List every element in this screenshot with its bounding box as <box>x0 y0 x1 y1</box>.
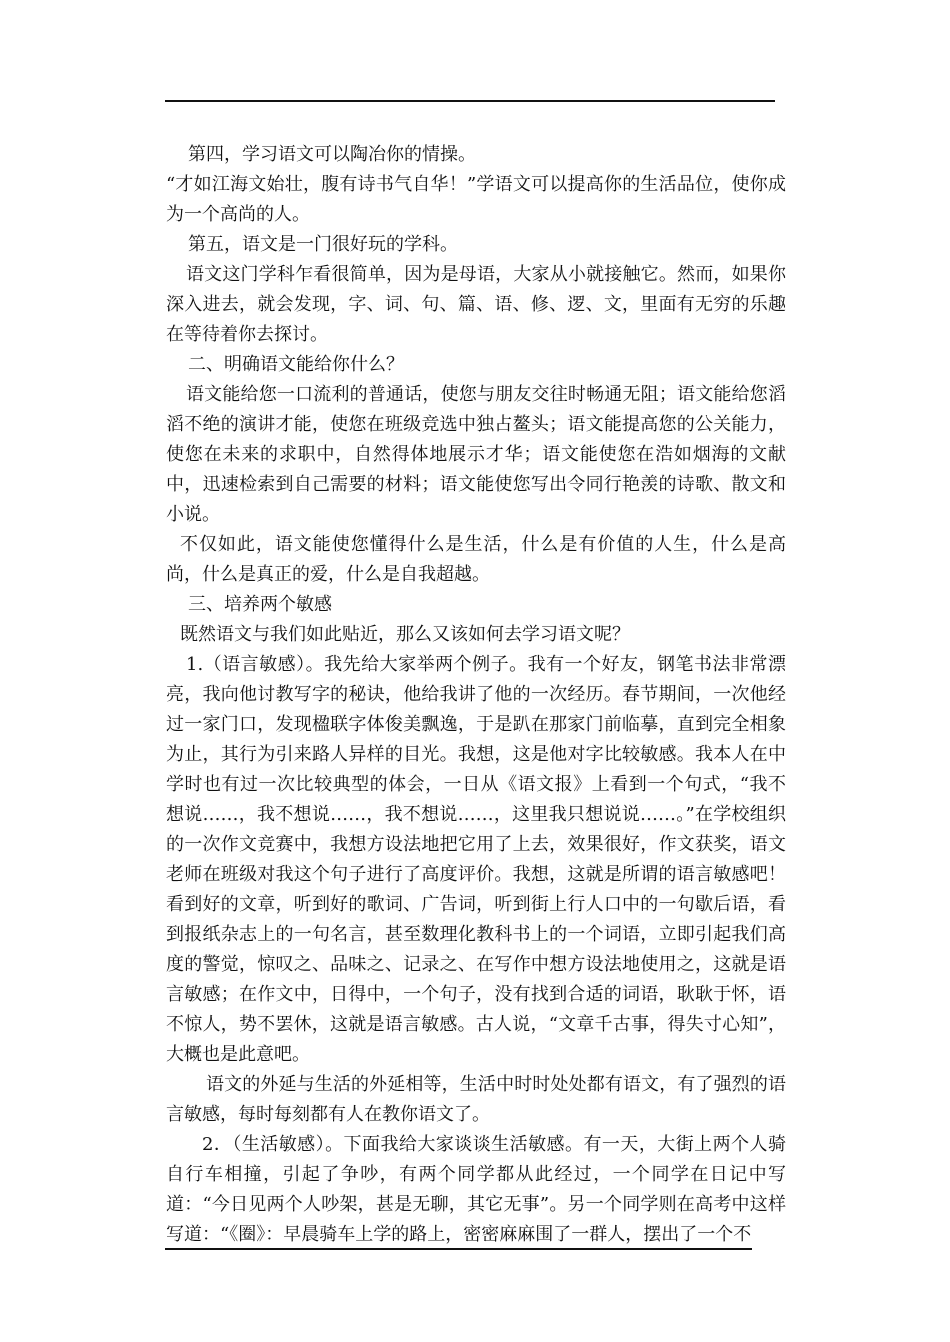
paragraph-what-chinese-gives: 语文能给您一口流利的普通话，使您与朋友交往时畅通无阻；语文能给您滔滔不绝的演讲才能，使您在班级竞选中独占鳌头；语文能提高您的公关能力，使您在未来的求职中，自然得体地展示才华；语文能使您在浩如烟海的文献中，迅速检索到自己需要的材料；语文能使您写出令同行艳羡的诗歌、散文和小说。 <box>166 384 786 525</box>
section-heading-three: 三、培养两个敏感 <box>188 594 332 615</box>
paragraph-not-only: 不仅如此，语文能使您懂得什么是生活，什么是有价值的人生，什么是高尚，什么是真正的爱，什么是自我超越。 <box>166 534 786 585</box>
footer-rule <box>165 1248 752 1250</box>
paragraph-point-five: 第五，语文是一门很好玩的学科。 <box>188 234 458 255</box>
paragraph-quote: “才如江海文始壮，腹有诗书气自华！”学语文可以提高你的生活品位，使你成为一个高尚的人。 <box>166 174 786 225</box>
paragraph-mother-tongue: 语文这门学科乍看很简单，因为是母语，大家从小就接触它。然而，如果你深入进去，就会发现，字、词、句、篇、语、修、逻、文，里面有无穷的乐趣在等待着你去探讨。 <box>166 264 786 345</box>
paragraph-extension: 语文的外延与生活的外延相等，生活中时时处处都有语文，有了强烈的语言敏感，每时每刻都有人在教你语文了。 <box>166 1074 786 1125</box>
paragraph-how-to-learn: 既然语文与我们如此贴近，那么又该如何去学习语文呢？ <box>180 624 630 645</box>
header-rule <box>165 100 775 102</box>
section-heading-two: 二、明确语文能给你什么？ <box>188 354 404 375</box>
paragraph-life-sensitivity: 2．（生活敏感）。下面我给大家谈谈生活敏感。有一天，大街上两个人骑自行车相撞，引起了争吵，有两个同学都从此经过，一个同学在日记中写道：“今日见两个人吵架，甚是无聊，其它无事”。另一个同学则在高考中这样写道：“《圈》：早晨骑车上学的路上，密密麻麻围了一群人，摆出了一个不 <box>166 1134 786 1245</box>
paragraph-point-four: 第四，学习语文可以陶冶你的情操。 <box>188 144 476 165</box>
paragraph-language-sensitivity: 1.（语言敏感）。我先给大家举两个例子。我有一个好友，钢笔书法非常漂亮，我向他讨教写字的秘诀，他给我讲了他的一次经历。春节期间，一次他经过一家门口，发现楹联字体俊美飘逸，于是趴在那家门前临摹，直到完全相象为止，其行为引来路人异样的目光。我想，这是他对字比较敏感。我本人在中学时也有过一次比较典型的体会，一日从《语文报》上看到一个句式，“我不想说……，我不想说……，我不想说……，这里我只想说说……。”在学校组织的一次作文竞赛中，我想方设法地把它用了上去，效果很好，作文获奖，语文老师在班级对我这个句子进行了高度评价。我想，这就是所谓的语言敏感吧！看到好的文章，听到好的歌词、广告词，听到街上行人口中的一句歇后语，看到报纸杂志上的一句名言，甚至数理化教科书上的一个词语，立即引起我们高度的警觉，惊叹之、品味之、记录之、在写作中想方设法地使用之，这就是语言敏感；在作文中，日得中，一个句子，没有找到合适的词语，耿耿于怀，语不惊人，势不罢休，这就是语言敏感。古人说，“文章千古事，得失寸心知”，大概也是此意吧。 <box>166 654 786 1065</box>
document-body <box>166 140 786 1250</box>
